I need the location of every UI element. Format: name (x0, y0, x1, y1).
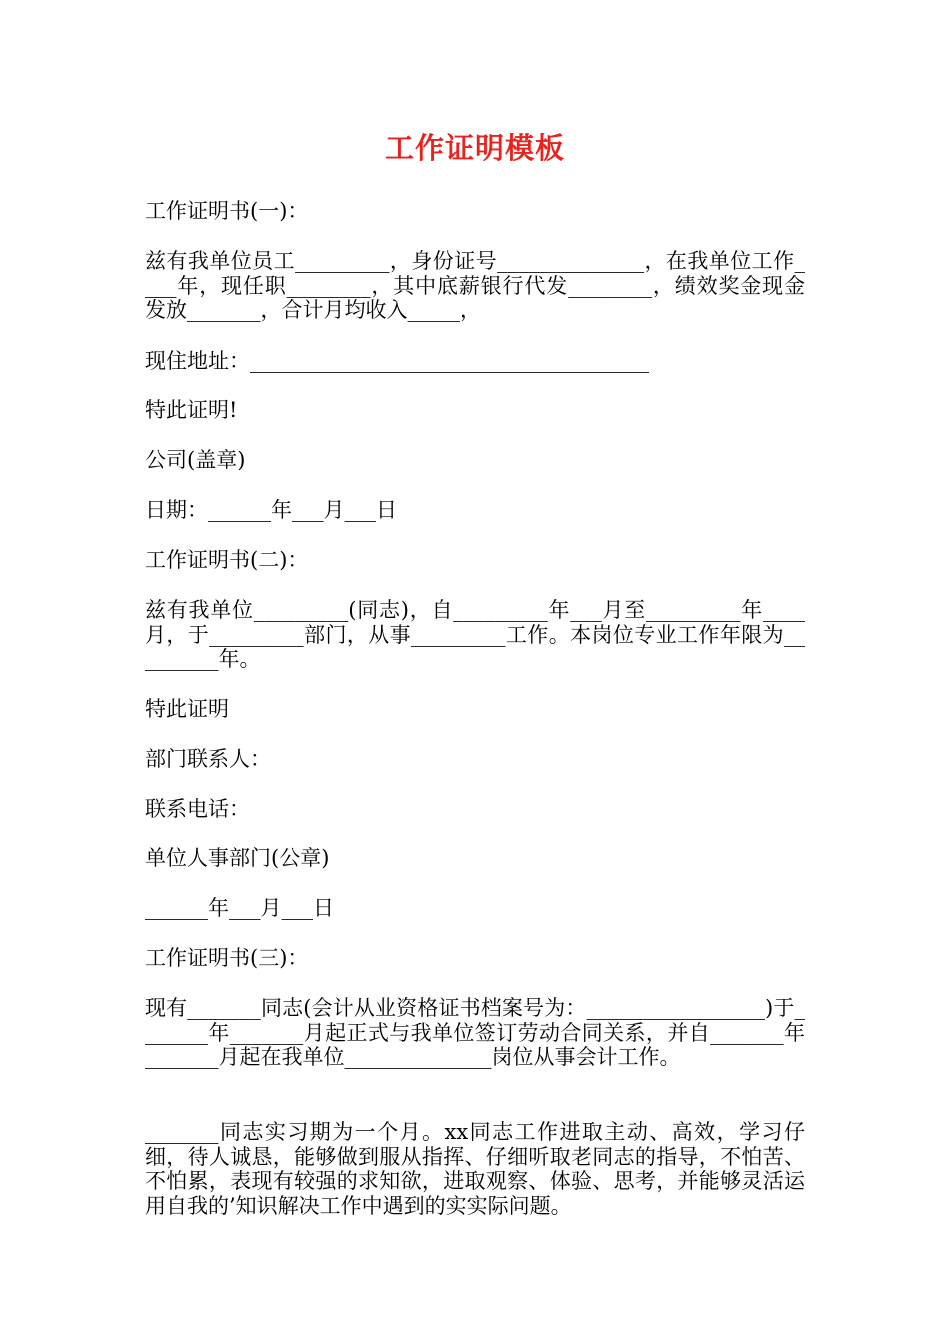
paragraph-3-body: 现有_______同志(会计从业资格证书档案号为：_________________)于_______年_______月起正式与我单位签订劳动合同关系，并自_______年_______月起在我单位______________岗位从事会计工作。 (145, 996, 805, 1069)
department-contact-line: 部门联系人： (145, 747, 271, 771)
certify-line-2: 特此证明 (145, 697, 229, 721)
section-heading-2: 工作证明书(二)： (145, 548, 309, 572)
paragraph-1-body: 兹有我单位员工_________，身份证号______________，在我单位工作____年，现任职________，其中底薪银行代发________，绩效奖金现金发放_______，合计月均收入_____， (145, 249, 805, 322)
certify-line-1: 特此证明! (145, 398, 238, 422)
section-heading-1: 工作证明书(一)： (145, 199, 309, 223)
date-line-1: 日期：______年___月___日 (145, 498, 397, 522)
paragraph-4-body: _______同志实习期为一个月。xx同志工作进取主动、高效，学习仔细，待人诚恳，能够做到服从指挥、仔细听取老同志的指导，不怕苦、不怕累，表现有较强的求知欲，进取观察、体验、思考，并能够灵活运用自我的’知识解决工作中遇到的实实际问题。 (145, 1120, 805, 1218)
paragraph-2-body: 兹有我单位_________(同志)，自_________年___月至_________年____月，于_________部门，从事_________工作。本岗位专业工作年限为_________年。 (145, 598, 805, 671)
company-seal-line: 公司(盖章) (145, 448, 246, 472)
hr-seal-line: 单位人事部门(公章) (145, 846, 330, 870)
date-line-2: ______年___月___日 (145, 896, 334, 920)
section-heading-3: 工作证明书(三)： (145, 946, 309, 970)
document-title: 工作证明模板 (384, 131, 565, 165)
contact-phone-line: 联系电话： (145, 797, 250, 821)
address-line: 现住地址：______________________________________ (145, 349, 649, 373)
